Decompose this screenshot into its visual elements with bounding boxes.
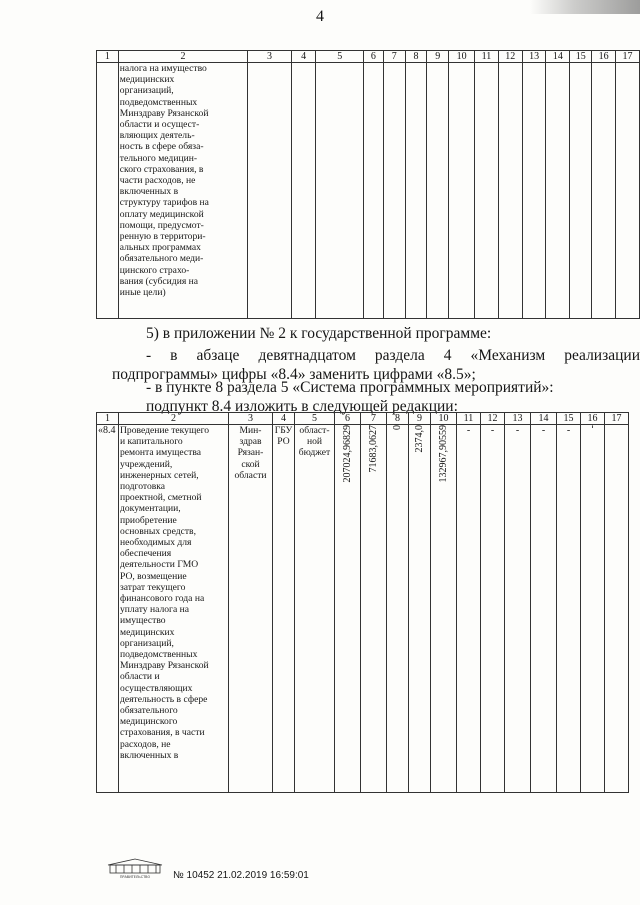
program-table-top	[96, 50, 640, 319]
paragraph-punkt-8: - в пункте 8 раздела 5 «Система программных мероприятий»:	[146, 379, 554, 396]
col-number: 9	[427, 51, 449, 63]
col-number: 5	[295, 413, 335, 425]
dash: -	[490, 425, 495, 436]
col-number: 11	[457, 413, 481, 425]
col-number: 4	[273, 413, 295, 425]
col-number: 5	[316, 51, 363, 63]
executor: ГБУ РО	[273, 425, 295, 793]
word: реализации	[564, 347, 640, 364]
amount-col10: 132967,90559	[438, 425, 449, 483]
dash: -	[466, 425, 471, 436]
paragraph-item-5: 5) в приложении № 2 к государственной программе:	[146, 325, 492, 342]
col-number: 2	[118, 51, 247, 63]
program-table-bottom	[96, 412, 629, 793]
government-logo	[106, 857, 164, 879]
col-number: 10	[449, 51, 475, 63]
table-row	[97, 63, 640, 319]
amount-col9: 2374,0	[414, 425, 425, 453]
col-number: 7	[361, 413, 387, 425]
col-number: 12	[498, 51, 522, 63]
col-number: 10	[431, 413, 457, 425]
amount-total: 207024,96829	[342, 425, 353, 483]
word: «Механизм	[470, 347, 546, 364]
col-number: 4	[291, 51, 316, 63]
col-number: 1	[97, 413, 119, 425]
col-number: 15	[557, 413, 581, 425]
col-number: 14	[546, 51, 570, 63]
dash: -	[541, 425, 546, 436]
col-number: 16	[581, 413, 605, 425]
col-number: 1	[97, 51, 119, 63]
amount-col7: 71683,0627	[368, 425, 379, 473]
col-number: 6	[335, 413, 361, 425]
dash: -	[566, 425, 571, 436]
col-number: 9	[409, 413, 431, 425]
col-number: 6	[363, 51, 383, 63]
column-number-row	[97, 51, 640, 63]
paragraph-abzac-line2: подпрограммы» цифры «8.4» заменить цифрами «8.5»;	[112, 366, 476, 383]
col-number: 17	[616, 51, 640, 63]
col-number: 16	[592, 51, 616, 63]
table-row	[97, 425, 629, 793]
word: раздела	[374, 347, 425, 364]
col-number: 8	[405, 51, 427, 63]
col-number: 14	[531, 413, 557, 425]
document-registration-number: № 10452 21.02.2019 16:59:01	[173, 870, 309, 881]
word: абзаце	[196, 347, 240, 364]
col-number: 11	[475, 51, 499, 63]
col-number: 15	[570, 51, 592, 63]
col-number: 2	[119, 413, 229, 425]
col-number: 3	[229, 413, 273, 425]
col-number: 3	[248, 51, 292, 63]
amount-col16: -	[587, 425, 598, 429]
government-building-icon	[106, 857, 164, 879]
column-number-row	[97, 413, 629, 425]
page-number: 4	[316, 8, 324, 25]
measure-description: налога на имущество медицинских организаций, подведомственных Минздраву Рязанской области и осущест- вляющих деятель- ность в сфере обяза- тельного медицин- ского страхования, в части расходов, не включенных в структуру тарифов на оплату медицинской помощи, предусмот- ренную в территори- альных программах обязательного меди- цинского страхо- вания (субсидия на иные цели)	[118, 63, 247, 319]
word: девятнадцатом	[258, 347, 356, 364]
amount-col8: 0	[392, 425, 403, 430]
col-number: 12	[481, 413, 505, 425]
col-number: 8	[387, 413, 409, 425]
responsible-body: Мин- здрав Рязан- ской области	[229, 425, 273, 793]
logo-caption: ПРАВИТЕЛЬСТВО	[119, 875, 151, 879]
col-number: 13	[522, 51, 546, 63]
measure-description: Проведение текущего и капитального ремонта имущества учреждений, инженерных сетей, подготовка проектной, сметной документации, приобретение основных средств, необходимых для обеспечения деятельности ГМО РО, возмещение затрат текущего финансового года на уплату налога на имущество медицинских организаций, подведомственных Минздраву Рязанской области и осуществляющих деятельность в сфере обязательного медицинского страхования, в части расходов, не включенных в	[119, 425, 229, 793]
col-number: 7	[383, 51, 405, 63]
funding-source: област- ной бюджет	[295, 425, 335, 793]
col-number: 17	[605, 413, 629, 425]
word: - в	[146, 347, 178, 364]
paragraph-podpunkt: подпункт 8.4 изложить в следующей редакции:	[146, 398, 458, 415]
col-number: 13	[505, 413, 531, 425]
measure-number: «8.4	[97, 425, 119, 793]
dash: -	[515, 425, 520, 436]
word: 4	[443, 347, 452, 364]
